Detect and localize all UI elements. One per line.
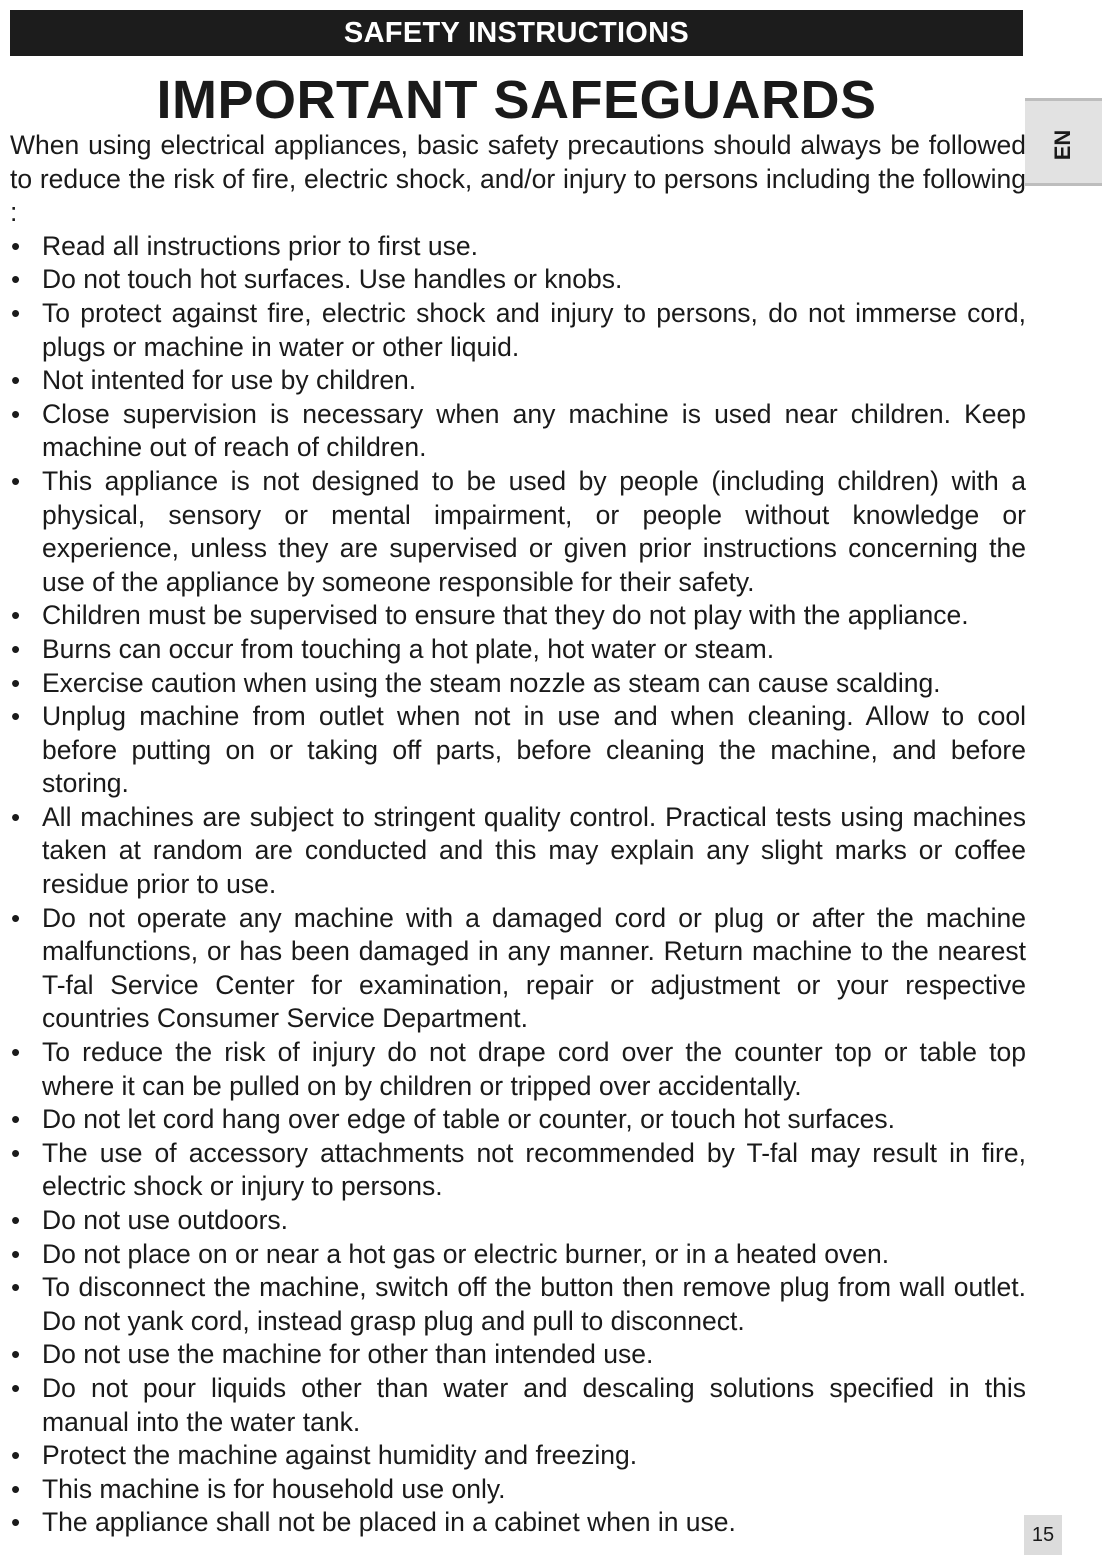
language-tab — [1025, 98, 1102, 186]
list-item: • Children must be supervised to ensure that they do not play with the appliance. — [10, 599, 1026, 633]
list-item: • Unplug machine from outlet when not in use and when cleaning. Allow to cool before putting on or taking off parts, before cleaning the machine, and before storing. — [10, 700, 1026, 801]
list-item: • Do not use outdoors. — [10, 1204, 1026, 1238]
list-item: • Do not let cord hang over edge of table or counter, or touch hot surfaces. — [10, 1103, 1026, 1137]
list-item: • Read all instructions prior to first use. — [10, 230, 1026, 264]
safety-content — [10, 129, 1026, 1540]
list-item: • Not intented for use by children. — [10, 364, 1026, 398]
list-item: • To protect against fire, electric shock and injury to persons, do not immerse cord, plugs or machine in water or other liquid. — [10, 297, 1026, 364]
list-item: • Exercise caution when using the steam nozzle as steam can cause scalding. — [10, 667, 1026, 701]
list-item: • All machines are subject to stringent quality control. Practical tests using machines taken at random are conducted and this may explain any slight marks or coffee residue prior to use. — [10, 801, 1026, 902]
safeguards-list — [10, 230, 1026, 1540]
list-item: • The use of accessory attachments not recommended by T-fal may result in fire, electric shock or injury to persons. — [10, 1137, 1026, 1204]
list-item: • This machine is for household use only. — [10, 1473, 1026, 1507]
page-number: 15 — [1024, 1515, 1062, 1555]
list-item: • Burns can occur from touching a hot plate, hot water or steam. — [10, 633, 1026, 667]
page-title: IMPORTANT SAFEGUARDS — [156, 70, 877, 130]
list-item: • Do not place on or near a hot gas or electric burner, or in a heated oven. — [10, 1238, 1026, 1272]
language-tab-label: EN — [1050, 129, 1075, 161]
list-item: • Do not use the machine for other than intended use. — [10, 1338, 1026, 1372]
section-label: SAFETY INSTRUCTIONS — [343, 17, 690, 49]
list-item: • To disconnect the machine, switch off the button then remove plug from wall outlet. Do not yank cord, instead grasp plug and pull to disconnect. — [10, 1271, 1026, 1338]
list-item: • Do not touch hot surfaces. Use handles or knobs. — [10, 263, 1026, 297]
list-item: • This appliance is not designed to be used by people (including children) with a physical, sensory or mental impairment, or people without knowledge or experience, unless they are supervised or given prior instructions concerning the use of the appliance by someone responsible for their safety. — [10, 465, 1026, 599]
section-header-bar — [10, 10, 1023, 56]
list-item: • Do not pour liquids other than water and descaling solutions specified in this manual into the water tank. — [10, 1372, 1026, 1439]
list-item: • Do not operate any machine with a damaged cord or plug or after the machine malfunctions, or has been damaged in any manner. Return machine to the nearest T-fal Service Center for examination, repair or adjustment or your respective countries Consumer Service Department. — [10, 902, 1026, 1036]
intro-paragraph: When using electrical appliances, basic safety precautions should always be followed to reduce the risk of fire, electric shock, and/or injury to persons including the following : — [10, 130, 1026, 228]
list-item: • Protect the machine against humidity and freezing. — [10, 1439, 1026, 1473]
list-item: • Close supervision is necessary when any machine is used near children. Keep machine out of reach of children. — [10, 398, 1026, 465]
list-item: • To reduce the risk of injury do not drape cord over the counter top or table top where it can be pulled on by children or tripped over accidentally. — [10, 1036, 1026, 1103]
list-item: • The appliance shall not be placed in a cabinet when in use. — [10, 1506, 1026, 1540]
